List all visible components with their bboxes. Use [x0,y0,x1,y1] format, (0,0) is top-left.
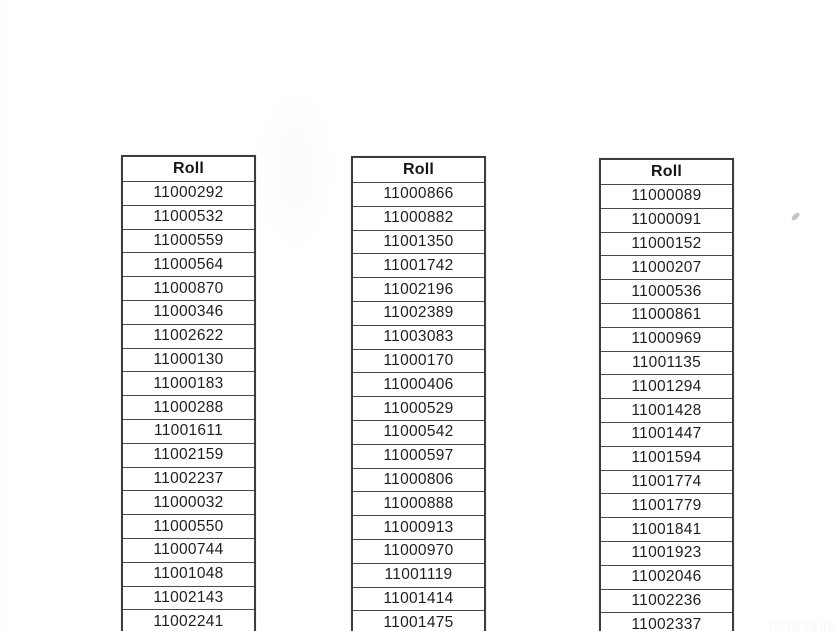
table-row: 11000532 [123,205,254,229]
table-row: 11000529 [353,396,484,420]
table-row: 11000861 [601,303,732,327]
table-row: 11002241 [123,609,254,631]
table-row: 11002236 [601,589,732,613]
table-row: 11003083 [353,325,484,349]
table-row: 11000550 [123,514,254,538]
table-row: 11001294 [601,374,732,398]
table-row: 11000346 [123,300,254,324]
scan-noise-artifact [770,622,835,631]
table-row: 11001135 [601,351,732,375]
table-row: 11000091 [601,208,732,232]
table-row: 11001779 [601,493,732,517]
table-row: 11001841 [601,517,732,541]
table-row: 11001923 [601,541,732,565]
table-row: 11000882 [353,206,484,230]
table-row: 11000870 [123,276,254,300]
roll-column-header: Roll [402,161,435,178]
table-row: 11001594 [601,446,732,470]
roll-column-header: Roll [172,160,205,177]
roll-column-header: Roll [650,163,683,180]
table-row: 11000888 [353,491,484,515]
table-row: 11002622 [123,324,254,348]
table-row: 11002143 [123,586,254,610]
table-row: 11001048 [123,562,254,586]
table-row: 11000292 [123,181,254,205]
table-row: 11000564 [123,252,254,276]
roll-table-2 [351,156,486,631]
table-row: 11001414 [353,587,484,611]
table-row: 11001350 [353,230,484,254]
table-row: 11001742 [353,253,484,277]
table-row: 11002196 [353,277,484,301]
table-row: 11002237 [123,467,254,491]
table-row: 11000744 [123,538,254,562]
table-row: 11000969 [601,327,732,351]
table-row: 11000542 [353,420,484,444]
table-row: 11001774 [601,470,732,494]
table-row: 11000970 [353,539,484,563]
table-row: 11000152 [601,232,732,256]
table-row: 11001475 [353,610,484,631]
table-row: 11000866 [353,182,484,206]
table-row: 11000207 [601,255,732,279]
table-row: 11000597 [353,444,484,468]
table-row: 11002337 [601,612,732,631]
table-row: 11000130 [123,348,254,372]
table-row: 11000032 [123,490,254,514]
table-row: 11000806 [353,468,484,492]
table-row: 11001428 [601,398,732,422]
roll-table-1 [121,155,256,631]
table-row: 11002159 [123,443,254,467]
table-row: 11000089 [601,184,732,208]
table-row: 11001119 [353,563,484,587]
table-row: 11000406 [353,372,484,396]
roll-table-3 [599,158,734,631]
table-row: 11000183 [123,371,254,395]
table-row: 11002389 [353,301,484,325]
table-row: 11001447 [601,422,732,446]
table-row: 11000170 [353,349,484,373]
table-row: 11000536 [601,279,732,303]
table-row: 11000913 [353,515,484,539]
table-row: 11000288 [123,395,254,419]
table-row: 11001611 [123,419,254,443]
table-row: 11000559 [123,229,254,253]
scan-speck-artifact [790,212,800,221]
table-row: 11002046 [601,565,732,589]
